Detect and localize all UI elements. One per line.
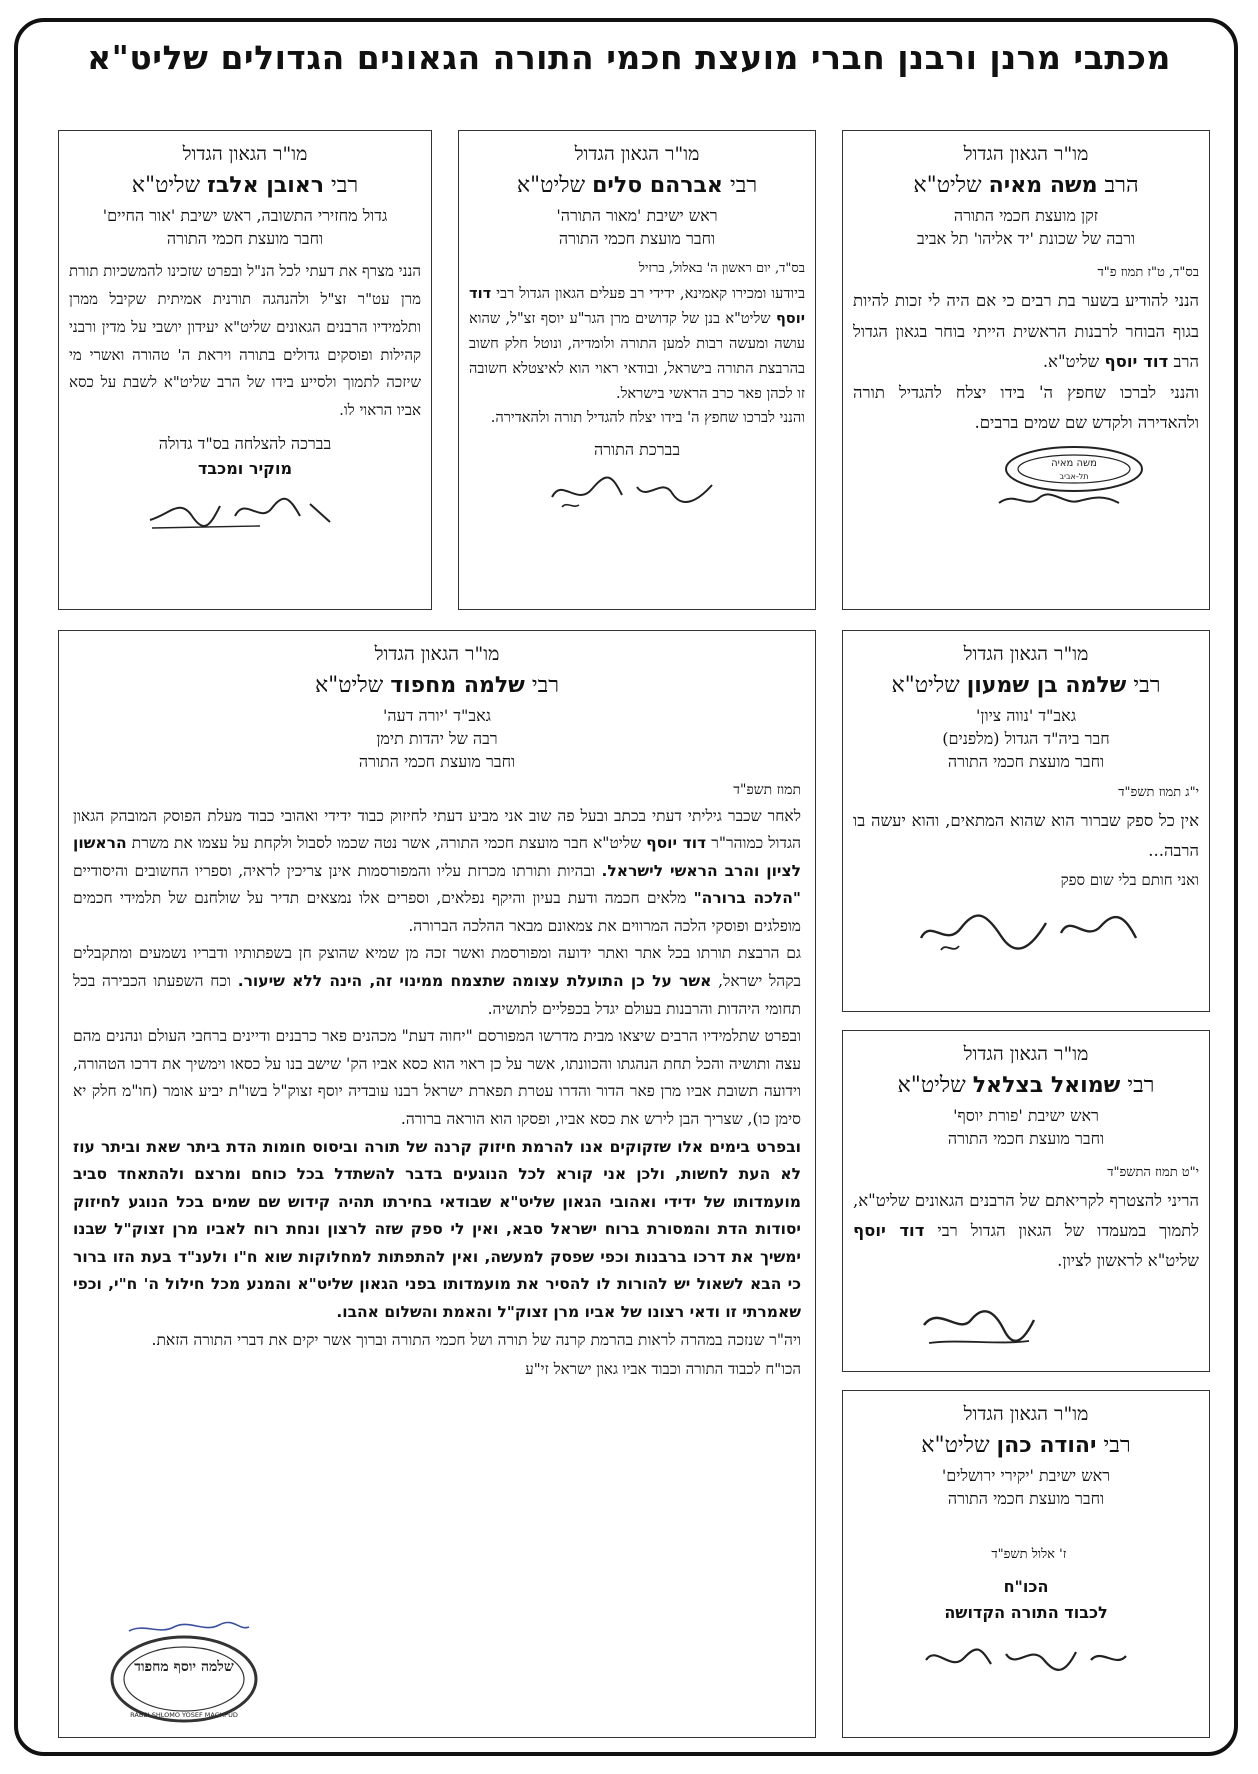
rabbi-name: רבי שלמה בן שמעון שליט"א [891,673,1161,698]
rabbi-title: גאב"ד 'נווה ציון' חבר ביה"ד הגדול (מלפנים) וחבר מועצת חכמי התורה [942,706,1110,772]
letter-date: י"ט תמוז התשפ"ד [1107,1165,1199,1181]
honorific: מו"ר הגאון הגדול [574,143,700,165]
letter-benshimon [842,630,1210,1012]
letter-closing: בברכת התורה [593,440,681,460]
letter-body: הנני מצרף את דעתי לכל הנ"ל ובפרט שזכינו להמשכיות תורת מרן עט"ר זצ"ל ולהנהגה תורנית אמיתית שקיבל ממרן ותלמידיו הרבנים הגאונים שליט"א יעידון יושבי על מדין ורבני קהילות ופוסקים גדולים בתורה ויראת ה' טהורה ואשרי מי שיזכה לתמוך ולסייע בידו של הרב שליט"א לשבת על כסא אביו הראוי לו. [69,262,421,420]
honorific: מו"ר הגאון הגדול [963,1403,1089,1425]
letter-closing: בברכה להצלחה בס"ד גדולה מוקיר ומכבד [158,433,332,479]
honorific: מו"ר הגאון הגדול [963,143,1089,165]
rabbi-name: רבי יהודה כהן שליט"א [921,1433,1131,1458]
stamp [99,1619,269,1729]
letter-date: ז' אלול תשפ"ד [991,1547,1067,1563]
signature-stamp [979,443,1149,515]
letter-body: הריני להצטרף לקריאתם של הרבנים הגאונים שליט"א, לתמוך במעמדו של הגאון הגדול רבי דוד יוסף שליט"א לראשון לציון. [853,1191,1200,1270]
rabbi-title: ראש ישיבת 'מאור התורה' וחבר מועצת חכמי התורה [556,206,718,249]
stamp-line1: משה מאיה [1051,457,1097,469]
letter-date: בס"ד, ט"ז תמוז פ"ד [1097,265,1199,281]
rabbi-title: גדול מחזירי התשובה, ראש ישיבת 'אור החיים' וחבר מועצת חכמי התורה [102,206,388,249]
stamp-line2: תל-אביב [1059,471,1089,481]
rabbi-title: זקן מועצת חכמי התורה ורבה של שכונת 'יד אליהו' תל אביב [916,206,1136,249]
letter-body: הנני להודיע בשער בת רבים כי אם היה לי זכות להיות בגוף הבוחר לרבנות הראשית הייתי בוחר בגאון הגדול הרב דוד יוסף שליט"א. והנני לברכו שחפץ ה' בידו יצלח להגדיל תורה ולהאדירה ולקדש שם שמים ברבים. [853,291,1199,433]
rabbi-title: ראש ישיבת 'פורת יוסף' וחבר מועצת חכמי התורה [947,1106,1105,1149]
rabbi-name: הרב משה מאיה שליט"א [913,173,1139,198]
honorific: מו"ר הגאון הגדול [963,1043,1089,1065]
letter-elbaz [58,130,432,610]
honorific: מו"ר הגאון הגדול [963,643,1089,665]
letter-betzalel [842,1030,1210,1372]
letter-machpud [58,630,816,1738]
letter-maya [842,130,1210,610]
page-title: מכתבי מרנן ורבנן חברי מועצת חכמי התורה הגאונים הגדולים שליט"א [87,38,1171,77]
letter-cohen [842,1390,1210,1738]
letter-date: תמוז תשפ"ד [733,781,801,798]
rabbi-name: רבי ראובן אלבז שליט"א [131,173,359,198]
letter-closing: הכו"ח לכבוד התורה וכבוד אביו גאון ישראל זי"ע [525,1360,801,1379]
signature [901,898,1151,960]
letter-body: לאחר שכבר גיליתי דעתי בכתב ובעל פה שוב אני מביע דעתי לחיזוק כבוד ידידי ואהובי כבוד מעלת הפוסק המובהק הגאון הגדול כמוהר"ר דוד יוסף שליט"א חבר מועצת חכמי התורה, אשר נטה שכמו לסבול ולקחת על עצמו את משרת הראשון לציון והרב הראשי לישראל. ובהיות ותורתו מכרזת עליו והמפורסמות אינן צריכין לראיה, וספריו החשובים והיסודיים "הלכה ברורה" מלאים חכמה ודעת בעיון והיקף נפלאים, וספרים אלו נמצאים תדיר על שולחנם של תלמידי חכמים מופלגים ופוסקי הלכה המרווים את צמאונם מבאר ההלכה הברורה. גם הרבצת תורתו בכל אתר ואתר ידועה ומפורסמת ואשר זכה מן שמיא שהוצק חן בשפתותיו ודבריו נשמעים ומתקבלים בקהל ישראל, אשר על כן התועלת עצומה שתצמח ממינוי זה, הינה ללא שיעור. וכח השפעתו הכבירה בכל תחומי היהדות והרבנות בעולם יגדל בכפליים לתושיה. ובפרט שתלמידיו הרבים שיצאו מבית מדרשו המפורסם "יחוה דעת" מכהנים פאר כרבנים ודיינים ברחבי העולם ונהנים מהם עצה ותושיה והכל תחת הנהגתו והכוונתו, אשר על כן ראוי הוא כסא אביו הק' שישב בנו על כסאו וימשיך את דרכו הטהורה, וידועה תשובת אביו מרן פאר הדור והדרו עטרת תפארת ישראל רבנו עובדיה יוסף זצוק"ל בשו"ת יביע אומר (חו"מ חלק יא סימן כו), שצריך הבן לירש את כסא אביו, ופסקו הוא הוראה ברורה. ובפרט בימים אלו שזקוקים אנו להרמת חיזוק קרנה של תורה וביסוס חומות הדת ביתר שאת וביתר עוז לא העת לחשות, ולכן אני קורא לכל הנוגעים בדבר להשתדל בכל כוחם ומרצם ולהתאחד סביב מועמדותו של ידידי ואהובי הגאון שליט"א שבודאי בחירתו תהיה קידוש שם שמים בכל הנוגע לחיזוק יסודות הדת והמסורת ברוח ישראל סבא, ואין לי ספק שזה לרצון ונחת רוח לאביו מרן זצוק"ל שבנו ימשיך את דרכו ברבנות וכפי שפסק למעשה, ואין להתפתות למחלוקות שוא ח"ו ולענ"ד בעת הזו ברור כי הבא לשאול יש להורות לו להסיר את מועמדותו בפני הגאון שליט"א והמנע מכל חילול ה' ח"י, וכפי שאמרתי זו ודאי רצונו של אביו מרן זצוק"ל והאמת והשלום אהבו. ויה"ר שנזכה במהרה לראות בהרמת קרנה של תורה ושל חכמי התורה וברוך אשר יקים את דברי התורה הזאת. [73,806,802,1349]
letter-closing: הכו"ח לכבוד התורה הקדושה [944,1577,1108,1622]
honorific: מו"ר הגאון הגדול [182,143,308,165]
rabbi-name: רבי שלמה מחפוד שליט"א [314,673,560,698]
letter-date: בס"ד, יום ראשון ה' באלול, ברזיל [638,261,805,277]
signature [537,467,737,513]
rabbi-title: ראש ישיבת 'יקירי ירושלים' וחבר מועצת חכמי התורה [941,1466,1111,1509]
signature [916,1630,1136,1686]
stamp-name: שלמה יוסף מחפוד [134,1659,234,1675]
rabbi-title: גאב"ד 'יורה דעה' רבה של יהדות תימן וחבר מועצת חכמי התורה [358,706,516,772]
honorific: מו"ר הגאון הגדול [374,643,500,665]
signature [909,1295,1049,1355]
signature [140,486,350,534]
stamp-latin: RABBI SHLOMO YOSEF MACHPUD [130,1711,238,1719]
rabbi-name: רבי שמואל בצלאל שליט"א [897,1073,1155,1098]
letter-body: אין כל ספק שברור הוא שהוא המתאים, והוא יעשה בו הרבה... ואני חותם בלי שום ספק [853,810,1199,889]
letter-body: ביודעו ומכירו קאמינא, ידידי רב פעלים הגאון הגדול רבי דוד יוסף שליט"א בנן של קדושים מרן הגר"ע יוסף זצ"ל, שהוא עושה ומעשה רבות למען התורה ולומדיה, ונוטל חלק חשוב בהרבצת התורה בישראל, ובודאי ראוי הוא לאיצטלא חשובה זו לכהן פאר כרב הראשי בישראל. והנני לברכו שחפץ ה' בידו יצלח להגדיל תורה ולהאדירה. [469,285,806,427]
letter-date: י"ג תמוז תשפ"ד [1118,784,1199,800]
letter-salim [458,130,816,610]
rabbi-name: רבי אברהם סלים שליט"א [516,173,758,198]
